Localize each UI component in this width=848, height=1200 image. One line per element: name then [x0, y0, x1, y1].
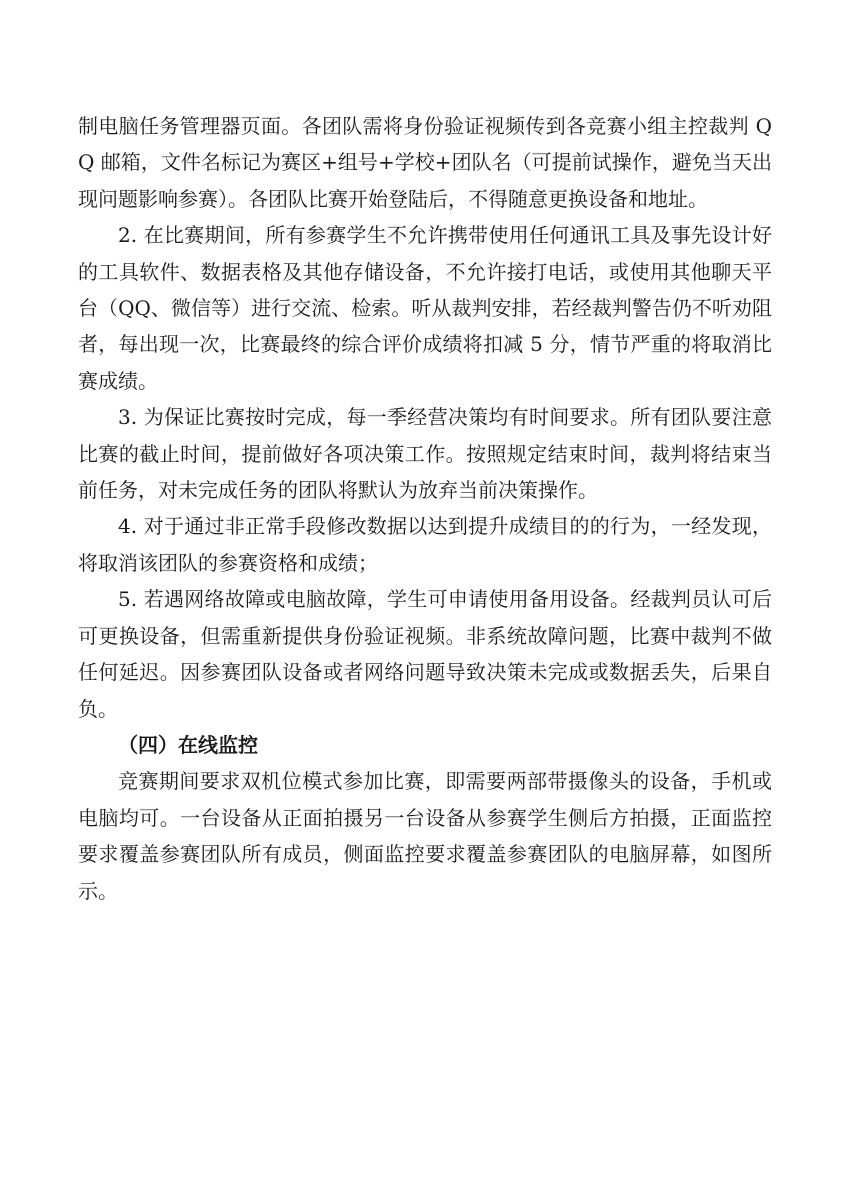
section-heading-online-monitoring: （四）在线监控: [118, 732, 258, 757]
paragraph-monitoring-requirements: 竞赛期间要求双机位模式参加比赛，即需要两部带摄像头的设备，手机或电脑均可。一台设备从正面拍摄另一台设备从参赛学生侧后方拍摄，正面监控要求覆盖参赛团队所有成员，侧面监控要求覆盖参赛团队的电脑屏幕，如图所示。: [78, 769, 772, 903]
paragraph-continuation: 制电脑任务管理器页面。各团队需将身份验证视频传到各竞赛小组主控裁判 QQ 邮箱，文件名标记为赛区+组号+学校+团队名（可提前试操作，避免当天出现问题影响参赛）。各团队比赛开始登陆后，不得随意更换设备和地址。: [78, 114, 772, 211]
paragraph-rule-2: 2. 在比赛期间，所有参赛学生不允许携带使用任何通讯工具及事先设计好的工具软件、数据表格及其他存储设备，不允许接打电话，或使用其他聊天平台（QQ、微信等）进行交流、检索。听从裁判安排，若经裁判警告仍不听劝阻者，每出现一次，比赛最终的综合评价成绩将扣减 5 分，情节严重的将取消比赛成绩。: [78, 223, 772, 393]
paragraph-rule-5: 5. 若遇网络故障或电脑故障，学生可申请使用备用设备。经裁判员认可后可更换设备，但需重新提供身份验证视频。非系统故障问题，比赛中裁判不做任何延迟。因参赛团队设备或者网络问题导致决策未完成或数据丢失，后果自负。: [78, 587, 772, 721]
document-body: [78, 108, 772, 909]
paragraph-rule-4: 4. 对于通过非正常手段修改数据以达到提升成绩目的的行为，一经发现，将取消该团队的参赛资格和成绩；: [78, 514, 772, 575]
paragraph-rule-3: 3. 为保证比赛按时完成，每一季经营决策均有时间要求。所有团队要注意比赛的截止时间，提前做好各项决策工作。按照规定结束时间，裁判将结束当前任务，对未完成任务的团队将默认为放弃当前决策操作。: [78, 405, 772, 503]
